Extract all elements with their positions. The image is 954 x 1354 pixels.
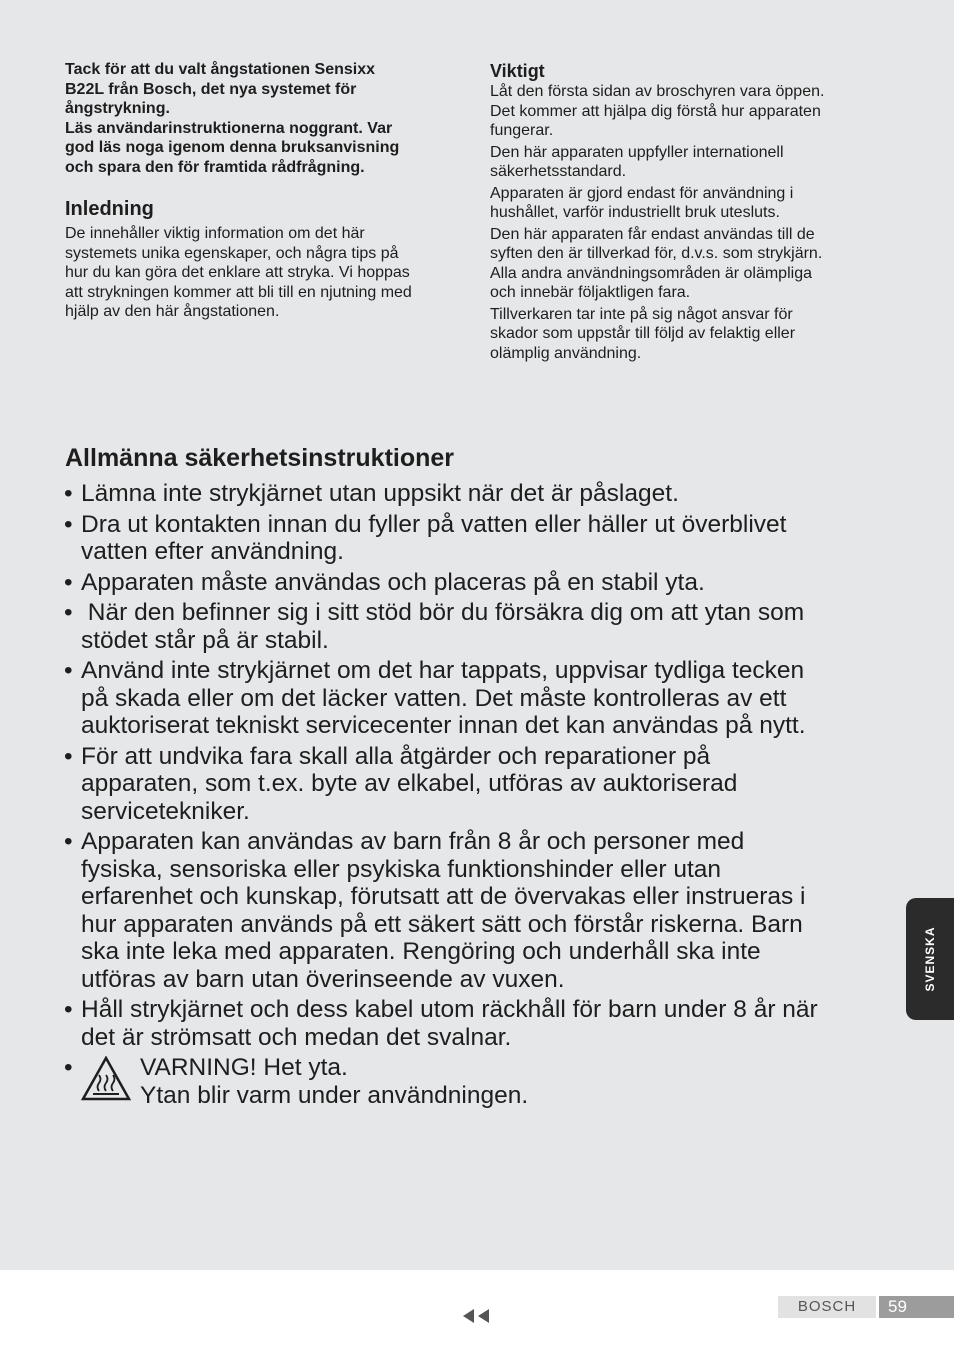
viktigt-line: Den här apparaten får endast användas till de — [490, 225, 815, 243]
inledning-line: systemets unika egenskaper, och några tips på — [65, 244, 399, 262]
inledning-line: De innehåller viktig information om det här — [65, 225, 365, 242]
page-number: 59 — [879, 1296, 954, 1318]
item-line: på skada eller om det läcker vatten. Det måste kontrolleras av ett — [81, 684, 787, 712]
viktigt-line: säkerhetsstandard. — [490, 163, 627, 180]
list-item — [64, 480, 894, 508]
item-line: vatten efter användning. — [81, 538, 344, 565]
bullet: • — [64, 996, 73, 1023]
viktigt-title: Viktigt — [490, 61, 545, 81]
item-line: servicetekniker. — [81, 797, 250, 825]
right-column — [490, 60, 890, 365]
list-item — [64, 599, 894, 654]
intro-line: ångstrykning. — [65, 100, 170, 117]
left-column — [65, 60, 465, 322]
viktigt-line: Det kommer att hjälpa dig förstå hur apparaten — [490, 102, 821, 120]
bullet: • — [64, 742, 73, 770]
warning-line: Ytan blir varm under användningen. — [140, 1081, 529, 1109]
item-line: Apparaten måste användas och placeras på en stabil yta. — [81, 568, 705, 596]
viktigt-line: syften den är tillverkad för, d.v.s. som strykjärn. — [490, 245, 823, 262]
language-tab — [906, 898, 954, 1020]
inledning-line: hur du kan göra det enklare att stryka. Vi hoppas — [65, 264, 410, 281]
viktigt-paragraph — [490, 305, 890, 364]
intro-line: och spara den för framtida rådfrågning. — [65, 158, 365, 176]
list-item — [64, 511, 894, 566]
viktigt-line: skador som uppstår till följd av felaktig eller — [490, 325, 796, 342]
viktigt-line: och innebär följaktligen fara. — [490, 284, 691, 301]
safety-list — [64, 480, 894, 1117]
list-item — [64, 743, 894, 826]
item-line: erfarenhet och kunskap, förutsatt att de övervakas eller instrueras i — [81, 883, 806, 910]
item-line: Använd inte strykjärnet om det har tappats, uppvisar tydliga tecken — [81, 657, 805, 684]
item-line: Dra ut kontakten innan du fyller på vatten eller häller ut överblivet — [81, 510, 787, 538]
intro-line: B22L från Bosch, det nya systemet för — [65, 80, 357, 98]
item-line: hur apparaten används på ett säkert sätt och förstår riskerna. Barn — [81, 910, 803, 938]
bullet: • — [64, 480, 73, 507]
item-line: fysiska, sensoriska eller psykiska funktionshinder eller utan — [81, 855, 722, 883]
inledning-title: Inledning — [65, 198, 154, 220]
bullet: • — [64, 1054, 73, 1081]
bullet: • — [64, 599, 73, 626]
bullet: • — [64, 657, 73, 684]
item-line: För att undvika fara skall alla åtgärder och reparationer på — [81, 742, 711, 770]
item-line: auktoriserat tekniskt servicecenter innan det kan användas på nytt. — [81, 712, 806, 739]
warning-text — [140, 1054, 528, 1109]
bullet: • — [64, 510, 73, 538]
safety-title: Allmänna säkerhetsinstruktioner — [65, 444, 455, 472]
viktigt-paragraph — [490, 225, 890, 303]
viktigt-line: fungerar. — [490, 122, 554, 139]
item-line: När den befinner sig i sitt stöd bör du försäkra dig om att ytan som — [81, 599, 805, 626]
double-left-arrow-icon[interactable] — [463, 1308, 491, 1324]
item-line: utföras av barn utan överinseende av vuxen. — [81, 965, 565, 993]
warning-item — [64, 1054, 894, 1114]
warning-line: VARNING! Het yta. — [140, 1054, 348, 1081]
hot-surface-warning-icon — [81, 1056, 131, 1101]
list-item — [64, 828, 894, 993]
viktigt-line: olämplig användning. — [490, 344, 642, 362]
item-line: Lämna inte strykjärnet utan uppsikt när det är påslaget. — [81, 480, 679, 507]
language-tab-label: SVENSKA — [923, 926, 937, 992]
inledning-line: hjälp av den här ångstationen. — [65, 303, 280, 320]
brand-label: BOSCH — [778, 1296, 876, 1318]
viktigt-line: Låt den första sidan av broschyren vara öppen. — [490, 83, 825, 100]
intro-line: god läs noga igenom denna bruksanvisning — [65, 139, 400, 156]
intro-line: Läs användarinstruktionerna noggrant. Var — [65, 119, 393, 137]
item-line: Apparaten kan användas av barn från 8 år och personer med — [81, 828, 745, 855]
item-line: stödet står på är stabil. — [81, 626, 329, 654]
list-item — [64, 657, 894, 740]
viktigt-line: Tillverkaren tar inte på sig något ansvar för — [490, 305, 793, 323]
viktigt-line: Apparaten är gjord endast för användning i — [490, 184, 794, 202]
item-line: Håll strykjärnet och dess kabel utom räckhåll för barn under 8 år när — [81, 996, 818, 1023]
list-item — [64, 569, 894, 597]
bullet: • — [64, 568, 73, 596]
inledning-text — [65, 224, 465, 322]
inledning-line: att strykningen kommer att bli till en njutning med — [65, 283, 412, 301]
viktigt-paragraph — [490, 82, 890, 141]
viktigt-paragraph — [490, 184, 890, 223]
intro-line: Tack för att du valt ångstationen Sensixx — [65, 61, 375, 78]
viktigt-line: Alla andra användningsområden är olämpliga — [490, 264, 812, 282]
item-line: apparaten, som t.ex. byte av elkabel, utföras av auktoriserad — [81, 770, 738, 797]
viktigt-line: Den här apparaten uppfyller internationell — [490, 143, 784, 161]
item-line: det är strömsatt och medan det svalnar. — [81, 1023, 512, 1051]
viktigt-paragraph — [490, 143, 890, 182]
intro-text — [65, 60, 465, 177]
item-line: ska inte leka med apparaten. Rengöring och underhåll ska inte — [81, 938, 761, 965]
bullet: • — [64, 828, 73, 855]
list-item — [64, 996, 894, 1051]
viktigt-line: hushållet, varför industriellt bruk utesluts. — [490, 204, 780, 221]
